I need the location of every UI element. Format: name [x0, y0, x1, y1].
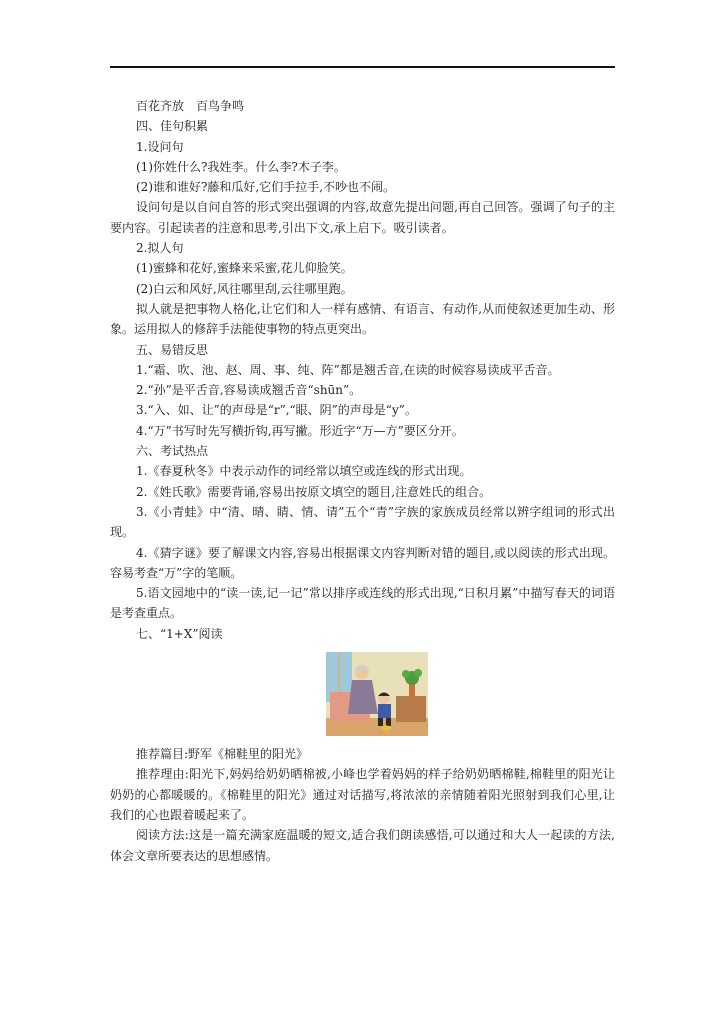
closing-line: 百花齐放 百鸟争鸣 [136, 99, 245, 113]
reading-method: 阅读方法:这是一篇充满家庭温暖的短文,适合我们朗读感悟,可以通过和大人一起读的方法,体会文章所要表达的思想感情。 [110, 828, 615, 863]
error-item-3: 3.“入、如、让”的声母是“r”,“眼、阴”的声母是“y”。 [136, 403, 417, 418]
exam-item-2: 2.《姓氏歌》需要背诵,容易出按原文填空的题目,注意姓氏的组合。 [136, 484, 492, 499]
illustration-shoe [381, 726, 391, 731]
exam-item-3: 3.《小青蛙》中“清、晴、睛、情、请”五个“青”字族的家族成员经常以辨字组词的形式出现。 [110, 504, 615, 540]
error-item-4: 4.“万”书写时先写横折钩,再写撇。形近字“万—方”要区分开。 [136, 423, 464, 438]
exam-item-5: 5.语文园地中的“读一读,记一记”常以排序或连线的形式出现,“日积月累”中描写春天的词语是考查重点。 [110, 586, 615, 621]
section-heading-4: 四、佳句积累 [136, 119, 209, 134]
example-2-1: (1)蜜蜂和花好,蜜蜂来采蜜,花儿仰脸笑。 [136, 261, 353, 276]
recommended-reason: 推荐理由:阳光下,妈妈给奶奶晒棉被,小峰也学着妈妈的样子给奶奶晒棉鞋,棉鞋里的阳光让奶奶的心都暖暖的。《棉鞋里的阳光》通过对话描写,将浓浓的亲情随着阳光照射到我们心里,让我们的心也跟着暖起来了。 [110, 767, 615, 822]
illustration-table [396, 696, 426, 722]
header-rule [110, 66, 615, 68]
subheading-personification: 2.拟人句 [136, 241, 184, 256]
section-heading-6: 六、考试热点 [136, 444, 209, 459]
example-1-1: (1)你姓什么?我姓李。什么李?木子李。 [136, 159, 346, 174]
error-item-1: 1.“霜、吹、池、赵、周、事、纯、阵”都是翘舌音,在读的时候容易读成平舌音。 [136, 362, 560, 377]
section-heading-5: 五、易错反思 [136, 342, 209, 357]
exam-item-1: 1.《春夏秋冬》中表示动作的词经常以填空或连线的形式出现。 [136, 464, 472, 479]
subheading-rhetorical-question: 1.设问句 [136, 139, 184, 154]
example-1-2: (2)谁和谁好?藤和瓜好,它们手拉手,不吵也不闹。 [136, 180, 396, 195]
explanation-personification: 拟人就是把事物人格化,让它们和人一样有感情、有语言、有动作,从而使叙述更加生动、形象。运用拟人的修辞手法能使事物的特点更突出。 [110, 301, 615, 337]
example-2-2: (2)白云和风好,风往哪里刮,云往哪里跑。 [136, 281, 353, 296]
document-body [110, 96, 615, 866]
illustration-child-body [378, 704, 391, 718]
explanation-rhetorical-question: 设问句是以自问自答的形式突出强调的内容,故意先提出问题,再自己回答。强调了句子的主要内容。引起读者的注意和思考,引出下文,承上启下。吸引读者。 [110, 200, 615, 235]
exam-item-4: 4.《猜字谜》要了解课文内容,容易出根据课文内容判断对错的题目,或以阅读的形式出现。容易考查“万”字的笔顺。 [110, 545, 615, 580]
recommended-title: 推荐篇目:野军《棉鞋里的阳光》 [136, 747, 309, 762]
section-heading-7: 七、“1+X”阅读 [136, 626, 223, 641]
error-item-2: 2.“孙”是平舌音,容易读成翘舌音“shūn”。 [136, 383, 362, 398]
illustration-grandma-child [326, 652, 428, 736]
